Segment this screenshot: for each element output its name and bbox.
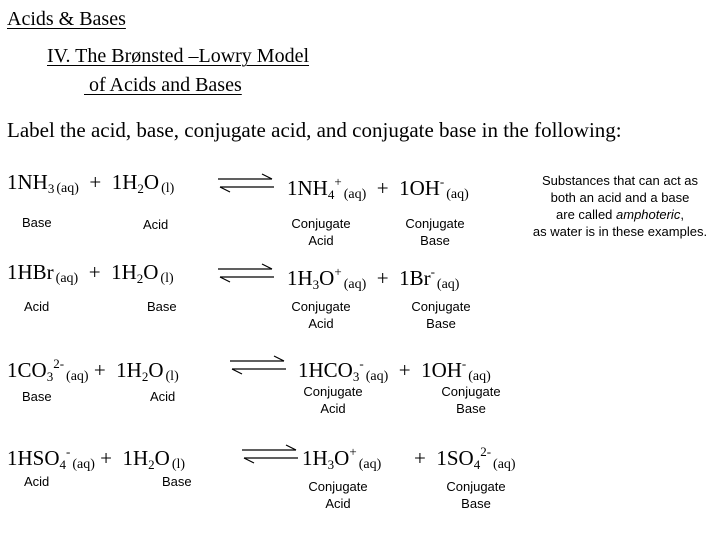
instruction-text: Label the acid, base, conjugate acid, and conjugate base in the following: <box>7 118 622 142</box>
eq4-prod1-sub: 3 <box>327 457 335 472</box>
eq4-conj-acid-line1: Conjugate <box>308 479 368 494</box>
eq4-prod1: 1H <box>302 446 328 470</box>
note-line-3-post: , <box>680 207 684 222</box>
eq1-plus-2: + <box>376 176 389 200</box>
note-line-1: Substances that can act as <box>541 173 699 188</box>
section-title: IV. The Brønsted –Lowry Model <box>47 45 310 67</box>
eq1-conj-base-line1: Conjugate <box>405 216 465 231</box>
eq2-water-sub: 2 <box>136 271 144 286</box>
note-line-2: both an acid and a base <box>550 190 690 205</box>
eq4-reactant-sup: - <box>66 444 71 459</box>
course-title: Acids & Bases <box>7 8 126 30</box>
eq3-reactant-sup: 2- <box>53 356 65 371</box>
equation-1-reactants <box>7 170 174 201</box>
eq2-label-base: Base <box>147 299 177 314</box>
eq4-prod1-o: O <box>334 446 350 470</box>
eq3-plus-2: + <box>398 358 411 382</box>
eq4-label-conjugate-base <box>437 478 515 512</box>
equation-2-reactants <box>7 260 174 291</box>
equilibrium-arrow-2 <box>216 262 276 284</box>
eq4-conj-acid-line2: Acid <box>325 496 351 511</box>
eq2-water-h: H <box>121 260 137 284</box>
eq1-label-conjugate-base <box>396 215 474 249</box>
eq3-water-phase: (l) <box>165 369 179 384</box>
eq1-prod2: 1OH <box>399 176 440 200</box>
eq4-reactant-phase: (aq) <box>72 457 95 472</box>
equation-3-reactants <box>7 352 179 389</box>
eq2-prod1-o: O <box>319 266 335 290</box>
eq3-water-sub: 2 <box>141 369 149 384</box>
eq3-prod1-phase: (aq) <box>365 369 389 384</box>
eq4-label-base: Base <box>162 474 192 489</box>
eq1-label-conjugate-acid <box>282 215 360 249</box>
eq3-prod2: 1OH <box>421 358 462 382</box>
eq3-label-acid: Acid <box>150 389 176 404</box>
eq4-prod2-sub: 4 <box>473 457 481 472</box>
eq4-water-coef: 1 <box>122 446 133 470</box>
eq4-prod2: 1SO <box>436 446 474 470</box>
eq2-prod1-phase: (aq) <box>343 277 367 292</box>
eq1-prod2-phase: (aq) <box>446 187 469 202</box>
eq4-water-phase: (l) <box>171 457 186 472</box>
eq2-prod1-sub: 3 <box>312 277 320 292</box>
eq4-prod2-phase: (aq) <box>493 457 516 472</box>
eq4-plus-2: + <box>414 446 426 470</box>
eq2-water-o: O <box>143 260 159 284</box>
eq3-prod1: 1HCO <box>298 358 353 382</box>
eq3-conj-acid-line2: Acid <box>320 401 346 416</box>
eq2-conj-base-line1: Conjugate <box>411 299 471 314</box>
eq2-reactant-phase: (aq) <box>55 271 79 286</box>
section-title-line2: of Acids and Bases <box>84 74 242 96</box>
eq4-water-h: H <box>133 446 149 470</box>
eq2-plus: + <box>88 260 101 284</box>
eq4-conj-base-line2: Base <box>461 496 491 511</box>
equation-2-products <box>287 260 459 297</box>
eq3-label-conjugate-acid <box>294 383 372 417</box>
eq3-plus: + <box>93 358 106 382</box>
eq4-reactant-sub: 4 <box>59 457 67 472</box>
eq2-water-coef: 1 <box>111 260 122 284</box>
note-line-3 <box>520 206 720 223</box>
eq4-label-acid: Acid <box>24 474 50 489</box>
equilibrium-arrow-3 <box>228 354 288 376</box>
eq1-prod1-phase: (aq) <box>343 187 367 202</box>
eq3-reactant-phase: (aq) <box>66 369 89 384</box>
eq1-conj-base-line2: Base <box>420 233 450 248</box>
equation-1-products <box>287 170 469 207</box>
eq4-prod1-phase: (aq) <box>358 457 382 472</box>
eq1-label-acid: Acid <box>143 217 169 232</box>
eq1-water-phase: (l) <box>161 181 175 196</box>
eq3-water-o: O <box>148 358 164 382</box>
equation-4-product-1 <box>302 440 381 477</box>
eq2-prod1: 1H <box>287 266 313 290</box>
eq2-prod2-sup: - <box>430 264 435 279</box>
eq1-prod1: 1NH <box>287 176 328 200</box>
eq2-prod2-phase: (aq) <box>436 277 460 292</box>
eq4-prod1-sup: + <box>349 444 357 459</box>
eq2-label-conjugate-base <box>402 298 480 332</box>
equation-4-reactants <box>7 440 185 477</box>
note-line-4: as water is in these examples. <box>532 224 708 239</box>
eq4-reactant: 1HSO <box>7 446 60 470</box>
eq3-prod2-phase: (aq) <box>468 369 491 384</box>
eq1-conj-acid-line2: Acid <box>308 233 334 248</box>
eq1-water-o: O <box>143 170 160 194</box>
eq3-prod1-sup: - <box>359 356 364 371</box>
eq1-water-h: H <box>122 170 138 194</box>
eq1-prod1-sub: 4 <box>327 187 335 202</box>
eq4-conj-base-line1: Conjugate <box>446 479 506 494</box>
eq1-reactant: 1NH <box>7 170 48 194</box>
eq1-water-sub: 2 <box>137 181 144 196</box>
eq1-water-coef: 1 <box>111 170 123 194</box>
eq1-prod2-sup: - <box>439 174 445 189</box>
eq2-water-phase: (l) <box>160 271 174 286</box>
note-line-3-pre: are called <box>556 207 617 222</box>
amphoteric-note <box>520 172 720 240</box>
eq3-conj-base-line1: Conjugate <box>441 384 501 399</box>
eq3-reactant-sub: 3 <box>46 369 54 384</box>
eq4-water-sub: 2 <box>148 457 155 472</box>
eq2-label-conjugate-acid <box>282 298 360 332</box>
eq4-prod2-sup: 2- <box>480 444 492 459</box>
eq3-prod1-sub: 3 <box>352 369 360 384</box>
eq2-conj-acid-line1: Conjugate <box>291 299 351 314</box>
eq4-water-o: O <box>154 446 170 470</box>
eq2-prod1-sup: + <box>334 264 342 279</box>
eq4-label-conjugate-acid <box>299 478 377 512</box>
eq3-label-conjugate-base <box>432 383 510 417</box>
eq2-conj-acid-line2: Acid <box>308 316 334 331</box>
eq2-prod2: 1Br <box>399 266 431 290</box>
eq1-conj-acid-line1: Conjugate <box>291 216 351 231</box>
equilibrium-arrow-4 <box>240 443 300 465</box>
eq1-label-base: Base <box>22 215 52 230</box>
eq2-label-acid: Acid <box>24 299 50 314</box>
eq4-plus: + <box>100 446 112 470</box>
eq3-water-coef: 1 <box>116 358 127 382</box>
eq1-prod1-sup: + <box>334 174 342 189</box>
eq3-reactant: 1CO <box>7 358 47 382</box>
note-amphoteric-term: amphoteric <box>616 207 681 222</box>
equilibrium-arrow-1 <box>216 172 276 194</box>
eq1-reactant-sub: 3 <box>47 181 55 196</box>
eq2-reactant: 1HBr <box>7 260 54 284</box>
equation-4-product-2 <box>414 440 516 477</box>
eq3-label-base: Base <box>22 389 52 404</box>
eq2-plus-2: + <box>376 266 389 290</box>
eq3-conj-acid-line1: Conjugate <box>303 384 363 399</box>
eq3-water-h: H <box>126 358 142 382</box>
eq1-reactant-phase: (aq) <box>56 181 79 196</box>
eq3-prod2-sup: - <box>461 356 467 371</box>
eq1-plus: + <box>89 170 102 194</box>
eq2-conj-base-line2: Base <box>426 316 456 331</box>
eq3-conj-base-line2: Base <box>456 401 486 416</box>
